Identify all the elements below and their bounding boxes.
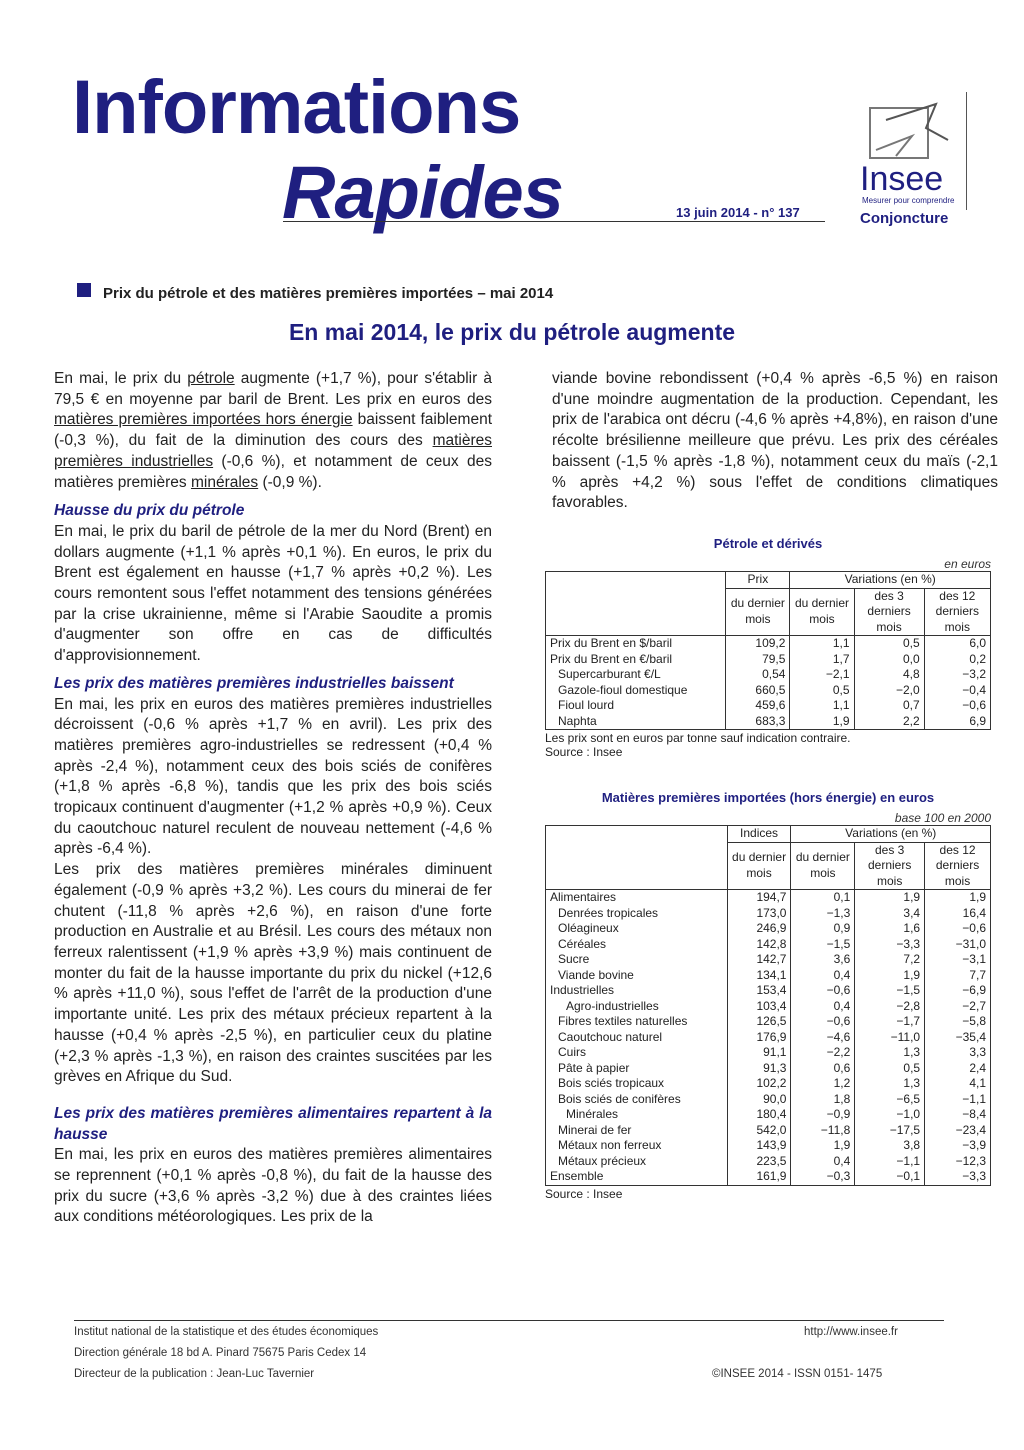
table-row: [546, 683, 991, 699]
table-cell: 4,1: [925, 1076, 991, 1092]
table-cell: 3,6: [791, 952, 855, 968]
table-cell: −1,1: [925, 1092, 991, 1108]
row-label: Agro-industrielles: [566, 998, 659, 1013]
paragraph-industrial: En mai, les prix en euros des matières premières industrielles décroissent (-0,6 % après +1,7 % en avril). Les prix des matières premières agro-industrielles se redressent (+0,4 % après -2,4 %), notamment ceux des bois sciés de conifères (+1,8 % après -6,8 %), tandis que les prix des bois sciés tropicaux continuent d'augmenter (+1,2 % après +0,9 %). Ceux du caoutchouc naturel reculent de nouveau nettement (-4,6 % après -6,4 %).: [54, 695, 492, 858]
glossary-link[interactable]: matières premières industrielles: [54, 432, 492, 470]
logo-divider: [966, 92, 967, 210]
paragraph-minerals: Les prix des matières premières minérales diminuent également (-0,9 % après +3,2 %). Les cours du minerai de fer chutent (-11,8 % après +2,6 %), en raison d'une forte production en Australie et au Brésil. Les cours des métaux non ferreux ralentissent (+1,9 % après +3,9 %) mais continuent de monter du fait de la hausse importante du prix du nickel (+12,6 % après +11,0 %), sous l'effet de l'arrêt de la production d'une importante unité. Les prix des métaux précieux repartent à la hausse (+0,4 % après -2,5 %), en particulier ceux du platine (+2,3 % après -1,3 %), en raison des craintes suscitées par les grèves en Afrique du Sud.: [54, 861, 492, 1086]
table-row: [546, 1092, 991, 1108]
table-cell: 1,9: [791, 1138, 855, 1154]
footer-institution: Institut national de la statistique et des études économiques: [74, 1326, 379, 1338]
table-cell: −0,6: [791, 983, 855, 999]
table-cell: 459,6: [726, 698, 790, 714]
subject-bullet-icon: [77, 283, 91, 297]
paragraph-food: En mai, les prix en euros des matières premières alimentaires se reprennent (+0,1 % après -0,8 %), du fait de la hausse des prix du sucre (+3,6 % après -3,2 %) due à des craintes liées aux conditions météorologiques. Les prix de la: [54, 1146, 492, 1226]
table-cell: −0,4: [924, 683, 990, 699]
table-cell: 1,7: [790, 652, 854, 668]
table-cell: 3,8: [855, 1138, 925, 1154]
table-row: [546, 983, 991, 999]
table-cell: 180,4: [727, 1107, 791, 1123]
table-row: [546, 999, 991, 1015]
row-label: Industrielles: [550, 983, 615, 997]
table-cell: 1,8: [791, 1092, 855, 1108]
table-cell: 0,1: [791, 890, 855, 906]
table-cell: 90,0: [727, 1092, 791, 1108]
insee-logo-icon: [866, 100, 956, 162]
row-label: Métaux non ferreux: [558, 1138, 662, 1152]
subject-line: Prix du pétrole et des matières premières importées – mai 2014: [103, 285, 554, 302]
table-row: [546, 698, 991, 714]
intro-text: (-0,9 %).: [258, 473, 322, 491]
row-label: Prix du Brent en $/baril: [550, 636, 673, 650]
table-cell: 1,2: [791, 1076, 855, 1092]
table-row: [546, 921, 991, 937]
table-cell: 0,4: [791, 968, 855, 984]
row-label: Fibres textiles naturelles: [558, 1014, 688, 1028]
table-cell: −17,5: [855, 1123, 925, 1139]
table-cell: 0,5: [790, 683, 854, 699]
table-row: [546, 1107, 991, 1123]
logo-name: Insee: [860, 160, 944, 198]
table-cell: −0,1: [855, 1169, 925, 1185]
table-row: [546, 1154, 991, 1170]
table-cell: 660,5: [726, 683, 790, 699]
row-label: Prix du Brent en €/baril: [550, 651, 673, 666]
table-cell: −31,0: [925, 937, 991, 953]
row-label: Bois sciés de conifères: [558, 1091, 681, 1106]
table-cell: 1,9: [925, 890, 991, 906]
table-cell: 2,4: [925, 1061, 991, 1077]
table-row: [546, 937, 991, 953]
row-label: Denrées tropicales: [558, 905, 659, 920]
table-raw-materials: [545, 790, 991, 1201]
table-cell: 0,6: [791, 1061, 855, 1077]
table-cell: −2,0: [854, 683, 924, 699]
table-cell: −0,9: [791, 1107, 855, 1123]
table-row: [546, 968, 991, 984]
row-label: Minerai de fer: [558, 1122, 632, 1137]
column-header: Variations (en %): [790, 572, 991, 589]
table-cell: 0,5: [854, 636, 924, 652]
publication-title-line1: Informations: [72, 65, 521, 150]
table-cell: 0,2: [924, 652, 990, 668]
table-row: [546, 1061, 991, 1077]
column-header: Indices: [727, 826, 791, 843]
table-title: Pétrole et dérivés: [713, 536, 823, 551]
paragraph-oil: En mai, le prix du baril de pétrole de la mer du Nord (Brent) en dollars augmente (+1,1 % après +0,1 %). En euros, le prix du Brent est également en hausse (+1,7 % après +0,2 %). Les cours remontent sous l'effet notamment des tensions générées par la crise ukrainienne, même si l'Arabie Saoudite a promis d'augmenter son offre en cas de difficultés d'approvisionnement.: [54, 522, 492, 665]
glossary-link[interactable]: pétrole: [187, 370, 235, 387]
table-cell: −0,6: [925, 921, 991, 937]
table-cell: 1,9: [790, 714, 854, 730]
table-cell: −11,8: [791, 1123, 855, 1139]
row-label: Céréales: [558, 936, 607, 951]
table-cell: −5,8: [925, 1014, 991, 1030]
table-cell: 109,2: [726, 636, 790, 652]
table-row: [546, 1076, 991, 1092]
column-header: des 12 derniers mois: [924, 588, 990, 636]
row-label: Viande bovine: [558, 967, 634, 982]
table-cell: 91,1: [727, 1045, 791, 1061]
table-cell: 0,9: [791, 921, 855, 937]
row-label: Fioul lourd: [558, 698, 615, 712]
table-row: [546, 1138, 991, 1154]
glossary-link[interactable]: matières premières importées hors énergie: [54, 411, 353, 429]
table-cell: 161,9: [727, 1169, 791, 1185]
table-title: Matières premières importées (hors énergie) en euros: [601, 790, 935, 805]
table-cell: 153,4: [727, 983, 791, 999]
table-row: [546, 1169, 991, 1185]
table-cell: 134,1: [727, 968, 791, 984]
row-label: Pâte à papier: [558, 1060, 630, 1075]
table-cell: −6,5: [855, 1092, 925, 1108]
table-unit: en euros: [944, 557, 991, 571]
column-header: du dernier mois: [790, 588, 854, 636]
section-heading-food: Les prix des matières premières alimentaires repartent à la hausse: [54, 1104, 492, 1143]
row-label: Ensemble: [550, 1169, 604, 1183]
table-cell: 542,0: [727, 1123, 791, 1139]
row-label: Naphta: [558, 713, 597, 728]
table-cell: −3,9: [925, 1138, 991, 1154]
table-cell: 246,9: [727, 921, 791, 937]
table-note: Les prix sont en euros par tonne sauf indication contraire.: [545, 731, 851, 745]
table-cell: −1,3: [791, 906, 855, 922]
column-header: du dernier mois: [791, 842, 855, 890]
footer-url-link[interactable]: http://www.insee.fr: [804, 1326, 898, 1338]
table-cell: −6,9: [925, 983, 991, 999]
glossary-link[interactable]: minérales: [190, 473, 259, 491]
column-header: des 3 derniers mois: [854, 588, 924, 636]
table-cell: 79,5: [726, 652, 790, 668]
table-cell: 176,9: [727, 1030, 791, 1046]
logo-tagline: Mesurer pour comprendre: [862, 196, 955, 205]
paragraph-continued: viande bovine rebondissent (+0,4 % après -6,5 %) en raison d'une moindre augmentation de la production. Cependant, les prix de l'arabica ont décru (-4,6 % après +4,8%), en raison d'une récolte brésilienne meilleure que prévu. Les prix des céréales baissent (-1,5 % après -1,8 %), notamment ceux du maïs (-2,1 % après +4,2 %) sous l'effet de conditions climatiques favorables.: [552, 370, 998, 512]
table-unit: base 100 en 2000: [894, 811, 991, 825]
table-cell: −3,3: [925, 1169, 991, 1185]
footer-address: Direction générale 18 bd A. Pinard 75675 Paris Cedex 14: [74, 1347, 367, 1359]
table-cell: −2,2: [791, 1045, 855, 1061]
row-label: Minérales: [566, 1107, 619, 1121]
table-cell: −12,3: [925, 1154, 991, 1170]
table-cell: −0,3: [791, 1169, 855, 1185]
column-header: des 3 derniers mois: [855, 842, 925, 890]
table-cell: 0,54: [726, 667, 790, 683]
section-heading-industrial: Les prix des matières premières industrielles baissent: [54, 674, 454, 692]
table-cell: 2,2: [854, 714, 924, 730]
table-row: [546, 1014, 991, 1030]
table-row: [546, 636, 991, 652]
intro-text: En mai, le prix du: [54, 370, 188, 387]
table-row: [546, 714, 991, 730]
table-cell: 1,3: [855, 1045, 925, 1061]
table-cell: 223,5: [727, 1154, 791, 1170]
table-cell: 0,4: [791, 1154, 855, 1170]
section-heading-oil: Hausse du prix du pétrole: [54, 502, 245, 520]
table-row: [546, 890, 991, 906]
table-cell: −1,5: [791, 937, 855, 953]
table-cell: 3,3: [925, 1045, 991, 1061]
table-cell: 0,0: [854, 652, 924, 668]
table-cell: −3,3: [855, 937, 925, 953]
table-cell: −3,2: [924, 667, 990, 683]
row-label: Métaux précieux: [558, 1153, 647, 1168]
table-cell: 91,3: [727, 1061, 791, 1077]
intro-text: augmente (+1,7 %), pour s'établir à 79,5 € en moyenne par baril de Brent. Les prix en euros des: [54, 370, 493, 408]
table-cell: −35,4: [925, 1030, 991, 1046]
table-cell: −8,4: [925, 1107, 991, 1123]
table-cell: −11,0: [855, 1030, 925, 1046]
table-cell: 4,8: [854, 667, 924, 683]
table-cell: 683,3: [726, 714, 790, 730]
table-row: [546, 1123, 991, 1139]
column-header: Prix: [726, 572, 790, 589]
table-cell: 126,5: [727, 1014, 791, 1030]
table-cell: −1,1: [855, 1154, 925, 1170]
table-cell: 16,4: [925, 906, 991, 922]
column-header: du dernier mois: [727, 842, 791, 890]
table-cell: 0,7: [854, 698, 924, 714]
table-row: [546, 952, 991, 968]
table-cell: 1,9: [855, 890, 925, 906]
table-cell: 142,8: [727, 937, 791, 953]
table-row: [546, 906, 991, 922]
data-table: [545, 825, 991, 1186]
table-cell: 103,4: [727, 999, 791, 1015]
data-table: [545, 571, 991, 730]
table-cell: 142,7: [727, 952, 791, 968]
table-row: [546, 1030, 991, 1046]
headline: En mai 2014, le prix du pétrole augmente: [288, 319, 736, 345]
row-label: Sucre: [558, 952, 590, 966]
table-source: Source : Insee: [545, 745, 623, 759]
row-label: Cuirs: [558, 1045, 587, 1059]
header-rule: [283, 221, 825, 222]
table-cell: −2,8: [855, 999, 925, 1015]
column-header: des 12 derniers mois: [925, 842, 991, 890]
table-row: [546, 1045, 991, 1061]
footer-rule: [74, 1320, 944, 1321]
table-cell: 0,5: [855, 1061, 925, 1077]
logo-subtitle: Conjoncture: [860, 210, 949, 227]
publication-title-line2: Rapides: [282, 151, 563, 234]
table-source: Source : Insee: [545, 1186, 623, 1201]
table-cell: 1,6: [855, 921, 925, 937]
row-label: Oléagineux: [558, 921, 619, 935]
table-cell: −0,6: [924, 698, 990, 714]
footer-copyright: ©INSEE 2014 - ISSN 0151- 1475: [712, 1368, 883, 1380]
intro-text: (-0,6 %), et notamment de ceux des matières premières: [54, 452, 493, 491]
table-cell: 1,9: [855, 968, 925, 984]
column-header: du dernier mois: [726, 588, 790, 636]
table-cell: 173,0: [727, 906, 791, 922]
table-cell: 6,0: [924, 636, 990, 652]
intro-paragraph: [54, 369, 492, 493]
table-cell: 1,1: [790, 698, 854, 714]
table-cell: −0,6: [791, 1014, 855, 1030]
table-cell: 0,4: [791, 999, 855, 1015]
row-label: Caoutchouc naturel: [558, 1029, 663, 1044]
table-row: [546, 652, 991, 668]
row-label: Alimentaires: [550, 890, 617, 904]
left-column: [54, 369, 492, 1228]
column-header: Variations (en %): [791, 826, 991, 843]
table-cell: −1,5: [855, 983, 925, 999]
table-cell: −2,7: [925, 999, 991, 1015]
row-label: Bois sciés tropicaux: [558, 1076, 665, 1090]
table-cell: 1,1: [790, 636, 854, 652]
footer-director: Directeur de la publication : Jean-Luc Tavernier: [74, 1368, 315, 1380]
row-label: Supercarburant €/L: [558, 667, 661, 681]
table-cell: −2,1: [790, 667, 854, 683]
table-cell: 3,4: [855, 906, 925, 922]
table-row: [546, 667, 991, 683]
right-column: [552, 369, 998, 514]
table-cell: −23,4: [925, 1123, 991, 1139]
table-cell: −1,7: [855, 1014, 925, 1030]
table-cell: 7,7: [925, 968, 991, 984]
table-cell: 194,7: [727, 890, 791, 906]
table-cell: 6,9: [924, 714, 990, 730]
table-cell: −4,6: [791, 1030, 855, 1046]
table-cell: −1,0: [855, 1107, 925, 1123]
table-cell: 7,2: [855, 952, 925, 968]
row-label: Gazole-fioul domestique: [558, 682, 688, 697]
table-cell: 143,9: [727, 1138, 791, 1154]
table-cell: 1,3: [855, 1076, 925, 1092]
publication-date: 13 juin 2014 - n° 137: [676, 205, 800, 220]
table-cell: 102,2: [727, 1076, 791, 1092]
table-petroleum: [545, 536, 991, 759]
intro-text: baissent faiblement (-0,3 %), du fait de la diminution des cours des: [54, 411, 493, 450]
table-cell: −3,1: [925, 952, 991, 968]
